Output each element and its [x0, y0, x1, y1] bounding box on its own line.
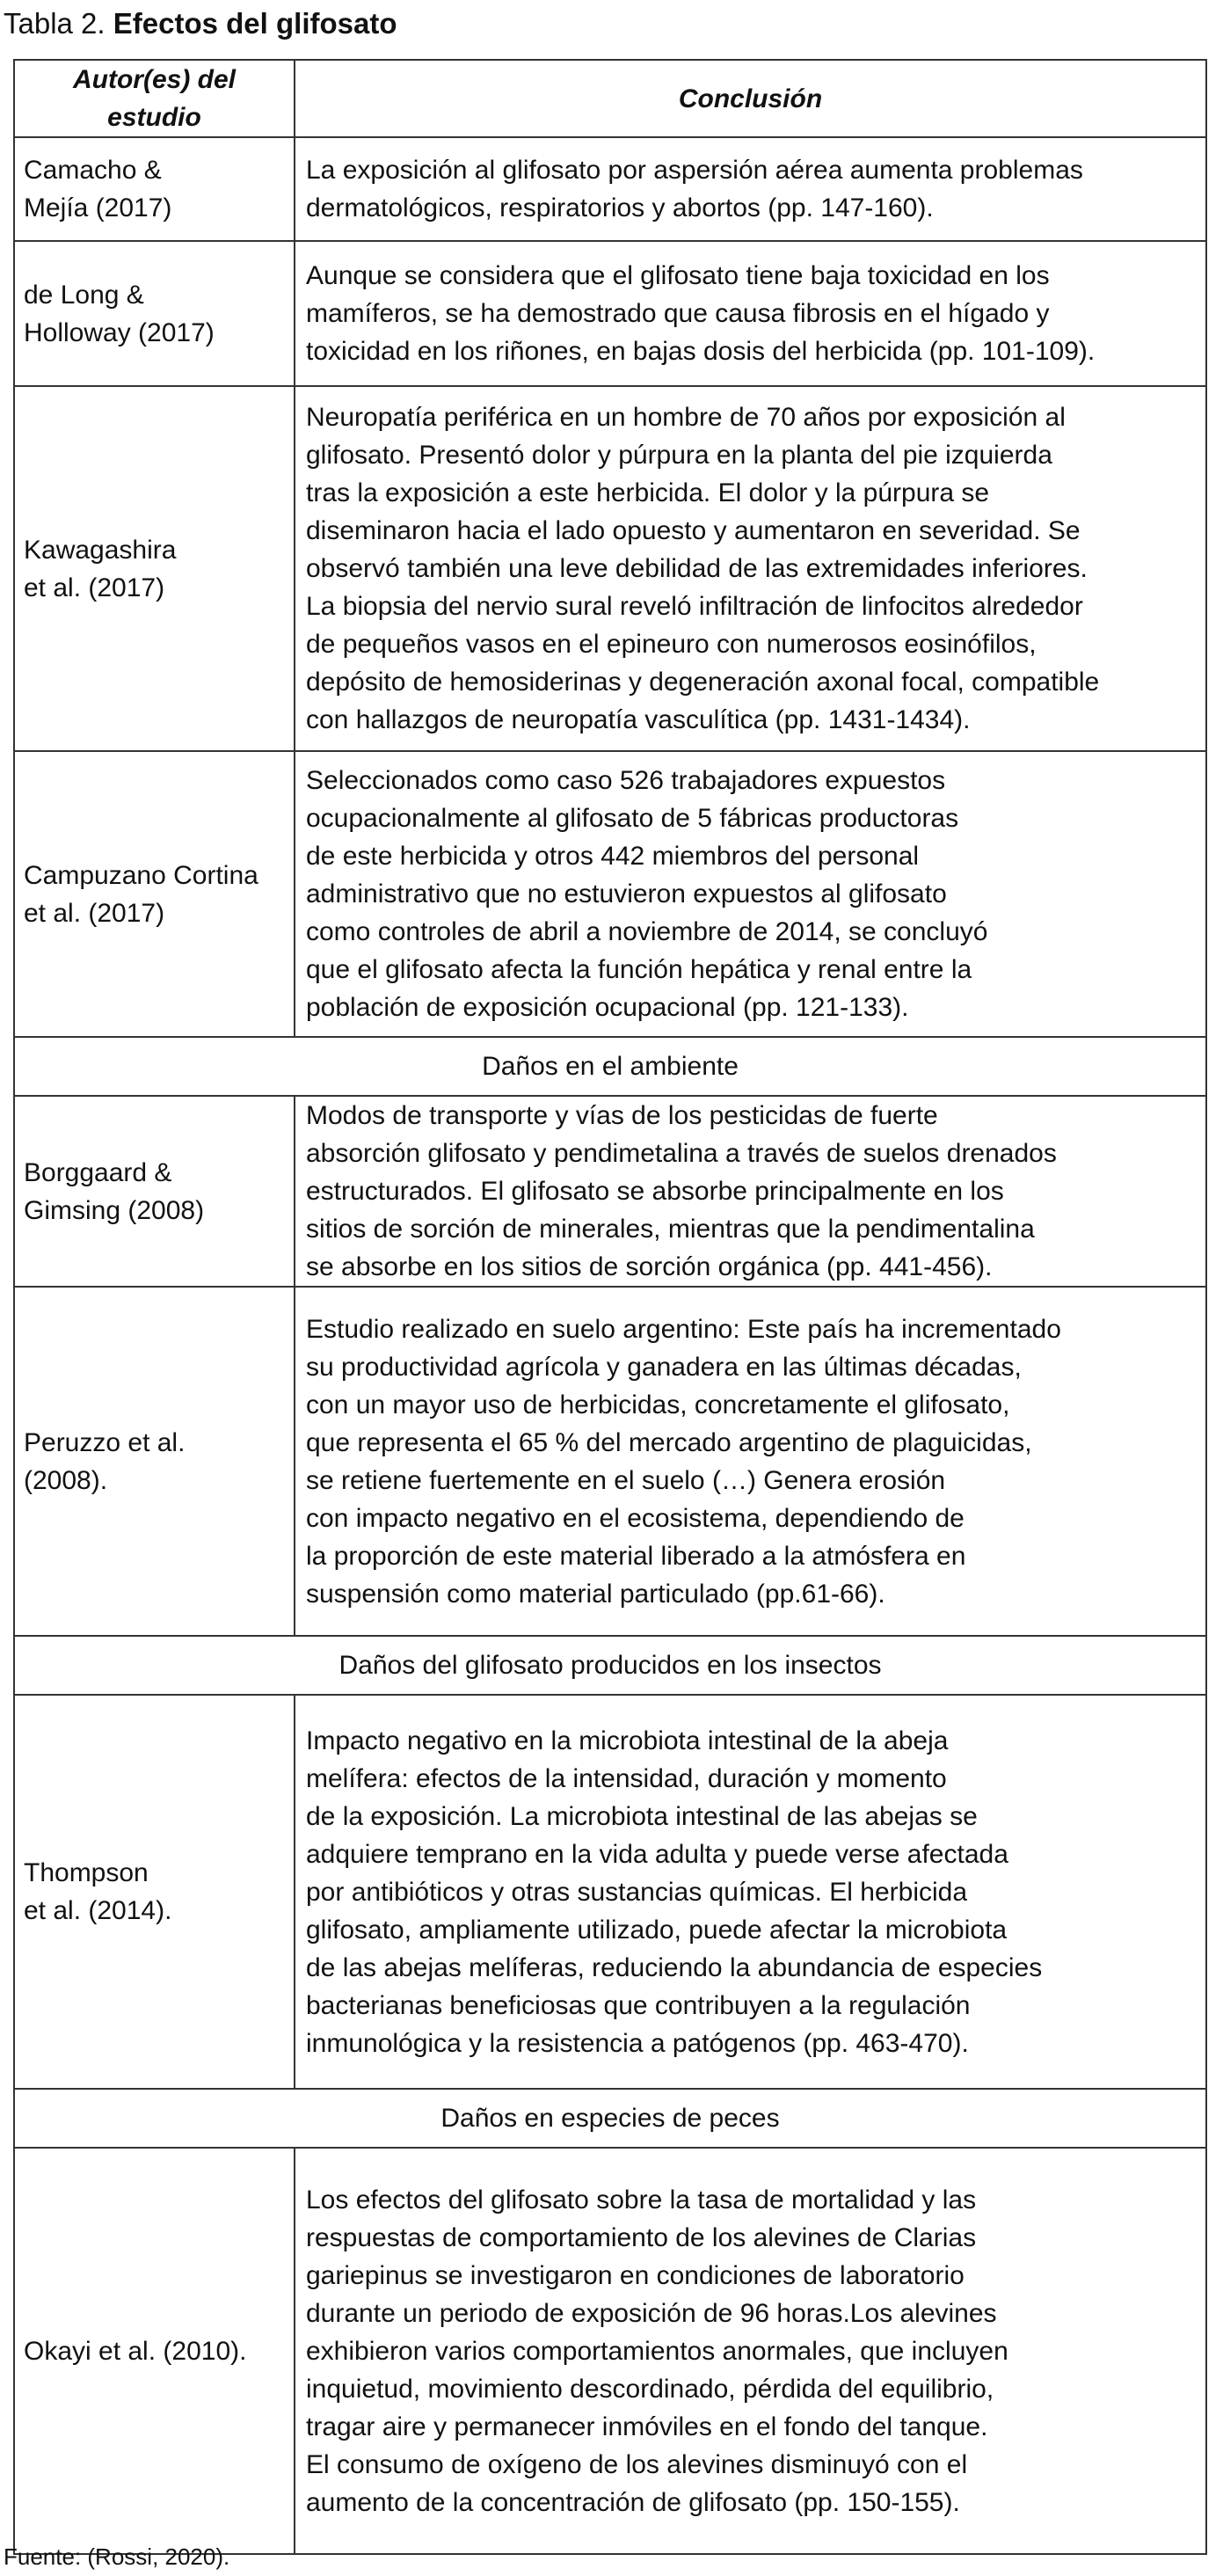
- section-heading: Daños en especies de peces: [14, 2089, 1206, 2148]
- table-row: [14, 2148, 1206, 2554]
- table-row: [14, 241, 1206, 386]
- table-row: [14, 137, 1206, 241]
- caption-number: Tabla 2.: [4, 7, 106, 40]
- header-conclusion: Conclusión: [295, 60, 1206, 137]
- table-row: [14, 751, 1206, 1037]
- effects-table: [13, 59, 1207, 2555]
- table-row: [14, 1096, 1206, 1287]
- conclusion-cell: Impacto negativo en la microbiota intestinal de la abeja melífera: efectos de la intensidad, duración y momento de la exposición. La microbiota intestinal de las abejas se adquiere temprano en la vida adulta y puede verse afectada por antibióticos y otras sustancias químicas. El herbicida glifosato, ampliamente utilizado, puede afectar la microbiota de las abejas melíferas, reduciendo la abundancia de especies bacterianas beneficiosas que contribuyen a la regulación inmunológica y la resistencia a patógenos (pp. 463-470).: [295, 1695, 1206, 2089]
- author-cell: Thompson et al. (2014).: [14, 1695, 295, 2089]
- caption-title: Efectos del glifosato: [113, 7, 397, 40]
- section-heading: Daños del glifosato producidos en los insectos: [14, 1636, 1206, 1695]
- section-row: [14, 1037, 1206, 1096]
- conclusion-cell: La exposición al glifosato por aspersión aérea aumenta problemas dermatológicos, respiratorios y abortos (pp. 147-160).: [295, 137, 1206, 241]
- author-cell: Okayi et al. (2010).: [14, 2148, 295, 2554]
- author-cell: Campuzano Cortina et al. (2017): [14, 751, 295, 1037]
- author-cell: Camacho & Mejía (2017): [14, 137, 295, 241]
- author-cell: Peruzzo et al. (2008).: [14, 1287, 295, 1636]
- source-note: Fuente: (Rossi, 2020).: [4, 2543, 230, 2570]
- header-row: [14, 60, 1206, 137]
- author-cell: Borggaard & Gimsing (2008): [14, 1096, 295, 1287]
- table-body: [14, 137, 1206, 2554]
- conclusion-cell: Estudio realizado en suelo argentino: Este país ha incrementado su productividad agrícola y ganadera en las últimas décadas, con un mayor uso de herbicidas, concretamente el glifosato, que representa el 65 % del mercado argentino de plaguicidas, se retiene fuertemente en el suelo (…) Genera erosión con impacto negativo en el ecosistema, dependiendo de la proporción de este material liberado a la atmósfera en suspensión como material particulado (pp.61-66).: [295, 1287, 1206, 1636]
- table-row: [14, 386, 1206, 751]
- table-row: [14, 1287, 1206, 1636]
- author-cell: Kawagashira et al. (2017): [14, 386, 295, 751]
- header-author: Autor(es) del estudio: [14, 60, 295, 137]
- author-cell: de Long & Holloway (2017): [14, 241, 295, 386]
- conclusion-cell: Aunque se considera que el glifosato tiene baja toxicidad en los mamíferos, se ha demostrado que causa fibrosis en el hígado y toxicidad en los riñones, en bajas dosis del herbicida (pp. 101-109).: [295, 241, 1206, 386]
- conclusion-cell: Seleccionados como caso 526 trabajadores expuestos ocupacionalmente al glifosato de 5 fábricas productoras de este herbicida y otros 442 miembros del personal administrativo que no estuvieron expuestos al glifosato como controles de abril a noviembre de 2014, se concluyó que el glifosato afecta la función hepática y renal entre la población de exposición ocupacional (pp. 121-133).: [295, 751, 1206, 1037]
- section-row: [14, 1636, 1206, 1695]
- section-heading: Daños en el ambiente: [14, 1037, 1206, 1096]
- table-caption: [4, 7, 397, 40]
- conclusion-cell: Los efectos del glifosato sobre la tasa de mortalidad y las respuestas de comportamiento de los alevines de Clarias gariepinus se investigaron en condiciones de laboratorio durante un periodo de exposición de 96 horas.Los alevines exhibieron varios comportamientos anormales, que incluyen inquietud, movimiento descordinado, pérdida del equilibrio, tragar aire y permanecer inmóviles en el fondo del tanque. El consumo de oxígeno de los alevines disminuyó con el aumento de la concentración de glifosato (pp. 150-155).: [295, 2148, 1206, 2554]
- table-row: [14, 1695, 1206, 2089]
- conclusion-cell: Modos de transporte y vías de los pesticidas de fuerte absorción glifosato y pendimetalina a través de suelos drenados estructurados. El glifosato se absorbe principalmente en los sitios de sorción de minerales, mientras que la pendimentalina se absorbe en los sitios de sorción orgánica (pp. 441-456).: [295, 1096, 1206, 1287]
- section-row: [14, 2089, 1206, 2148]
- conclusion-cell: Neuropatía periférica en un hombre de 70 años por exposición al glifosato. Presentó dolor y púrpura en la planta del pie izquierda tras la exposición a este herbicida. El dolor y la púrpura se diseminaron hacia el lado opuesto y aumentaron en severidad. Se observó también una leve debilidad de las extremidades inferiores. La biopsia del nervio sural reveló infiltración de linfocitos alrededor de pequeños vasos en el epineuro con numerosos eosinófilos, depósito de hemosiderinas y degeneración axonal focal, compatible con hallazgos de neuropatía vasculítica (pp. 1431-1434).: [295, 386, 1206, 751]
